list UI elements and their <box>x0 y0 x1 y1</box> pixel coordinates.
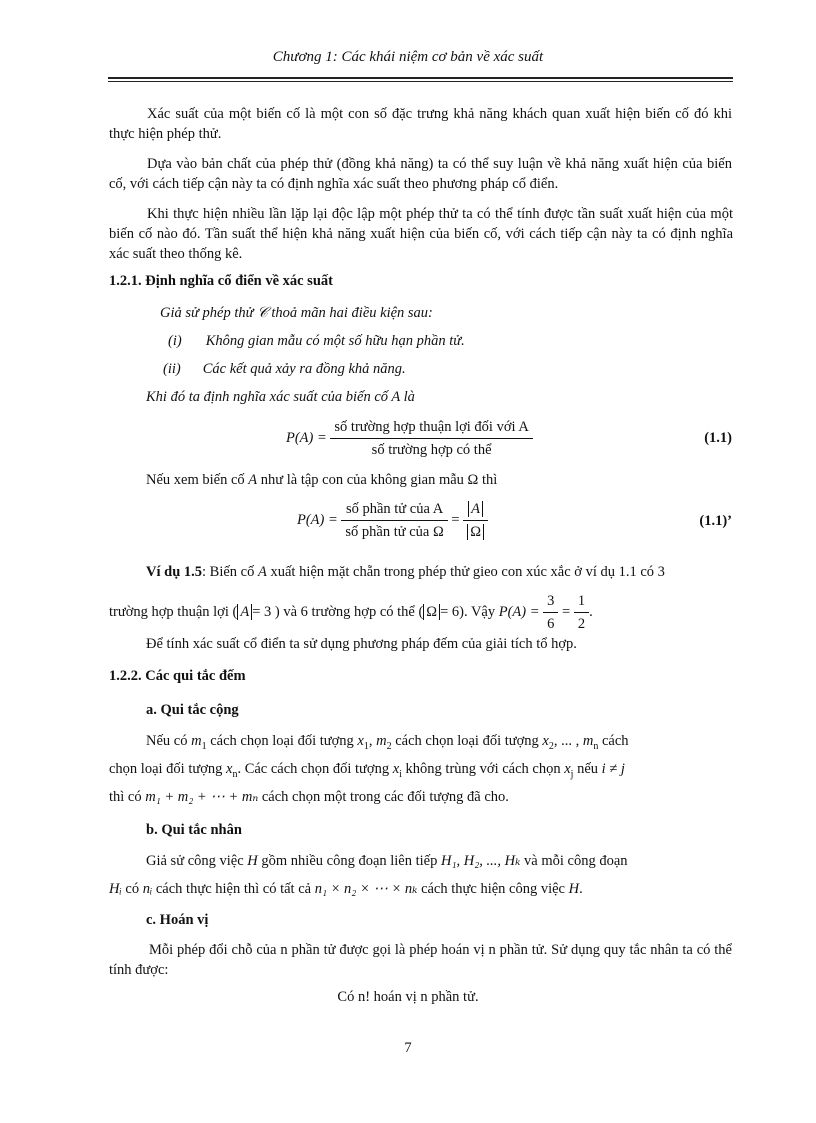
condition-2: (ii) Các kết quả xảy ra đồng khả năng. <box>163 361 406 377</box>
rule-c-paragraph: Mỗi phép đổi chỗ của n phần tử được gọi là phép hoán vị n phần tử. Sử dụng quy tắc nhân ta có thể tính được: <box>109 942 732 978</box>
example-label: Ví dụ 1.5 <box>146 564 203 580</box>
section-heading-1-2-1: 1.2.1. Định nghĩa cổ điển về xác suất <box>109 273 333 289</box>
equation-1-1: P(A) = $\frac{\text{số trường hợp thuận lợi đối với A}}{\text{số trường hợp có thể}}$ <box>286 418 533 459</box>
header-rule <box>108 77 733 79</box>
equation-number-1-1: (1.1) <box>704 430 732 446</box>
trial-symbol: 𝒞 <box>257 305 268 321</box>
rule-a-line-3: thì có m₁ + m₂ + ⋯ + mₙ cách chọn một trong các đối tượng đã cho. <box>109 789 509 805</box>
rule-b-line-1: Giả sử công việc H gồm nhiều công đoạn liên tiếp H₁, H₂, ..., Hₖ và mỗi công đoạn <box>146 853 628 869</box>
equation-1-1-prime: P(A) = $\frac{\text{số phần tử của A}}{\text{số phần tử của Ω}}$ = $\frac{A}{\Omega}$ <box>297 500 488 541</box>
rule-c-result: Có n! hoán vị n phần tử. <box>337 989 479 1005</box>
rule-b-title: b. Qui tắc nhân <box>146 822 242 838</box>
intro-paragraph-3: Khi thực hiện nhiều lần lặp lại độc lập một phép thử ta có thể tính được tần suất xuất hiện của một biến cố nào đó. Tần suất thể hiện khả năng xuất hiện của biến cố, với cách tiếp cận này ta có định nghĩa xác suất theo thống kê. <box>109 206 733 262</box>
intro-paragraph-2: Dựa vào bản chất của phép thử (đồng khả năng) ta có thể suy luận về khả năng xuất hiện của biến cố, với cách tiếp cận này ta có định nghĩa xác suất theo phương pháp cổ điển. <box>109 156 732 192</box>
example-line-1: Ví dụ 1.5: Biến cố A xuất hiện mặt chẵn trong phép thử gieo con xúc xắc ở ví dụ 1.1 có 3 <box>146 564 665 580</box>
condition-1: (i) Không gian mẫu có một số hữu hạn phần tử. <box>168 333 465 349</box>
rule-b-line-2: Hᵢ có nᵢ cách thực hiện thì có tất cả n₁ × n₂ × ⋯ × nₖ cách thực hiện công việc H. <box>109 881 583 897</box>
rule-c-title: c. Hoán vị <box>146 912 209 928</box>
subset-sentence: Nếu xem biến cố A như là tập con của không gian mẫu Ω thì <box>146 472 498 488</box>
rule-a-line-1: Nếu có $m_1$ cách chọn loại đối tượng $x_1$, $m_2$ cách chọn loại đối tượng $x_2$, ... , $m_n$ cách <box>146 733 629 752</box>
example-line-2: trường hợp thuận lợi ( A = 3 ) và 6 trường hợp có thể ( Ω = 6). Vậy P(A) = $\frac{3}{6}$ = $\frac{1}{2}$ . <box>109 593 593 632</box>
page-number: 7 <box>404 1040 412 1056</box>
eq2-fraction: $\frac{\text{số phần tử của A}}{\text{số phần tử của Ω}}$ <box>341 500 447 541</box>
equation-number-1-1-prime: (1.1)’ <box>699 513 732 529</box>
section-heading-1-2-2: 1.2.2. Các qui tắc đếm <box>109 668 246 684</box>
assumption-line: Giả sử phép thử 𝒞 thoả mãn hai điều kiện sau: <box>160 305 433 321</box>
eq1-fraction: $\frac{\text{số trường hợp thuận lợi đối với A}}{\text{số trường hợp có thể}}$ <box>330 418 532 459</box>
eq2-cardinality-fraction: $\frac{A}{\Omega}$ <box>463 500 488 541</box>
header-rule-thin <box>108 81 733 82</box>
closing-sentence: Để tính xác suất cổ điển ta sử dụng phương pháp đếm của giải tích tổ hợp. <box>146 636 577 652</box>
definition-intro: Khi đó ta định nghĩa xác suất của biến cố A là <box>146 389 415 405</box>
intro-paragraph-1: Xác suất của một biến cố là một con số đặc trưng khả năng khách quan xuất hiện biến cố đó khi thực hiện phép thử. <box>109 106 732 142</box>
rule-a-line-2: chọn loại đối tượng $x_n$. Các cách chọn đối tượng $x_i$ không trùng với cách chọn $x_j$ nếu i ≠ j <box>109 761 625 780</box>
rule-a-title: a. Qui tắc cộng <box>146 702 239 718</box>
chapter-header: Chương 1: Các khái niệm cơ bản về xác suất <box>272 49 544 65</box>
